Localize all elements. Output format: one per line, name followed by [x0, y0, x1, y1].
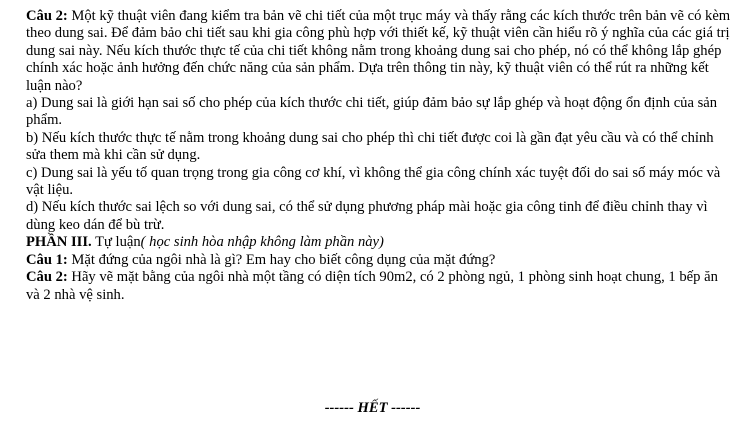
essay-question-2 — [26, 269, 735, 304]
option-b: b) Nếu kích thước thực tế nằm trong khoảng dung sai cho phép thì chi tiết được coi là gần đạt yêu cầu và có thể chỉnh sửa them mà khi cần sử dụng. — [26, 129, 714, 164]
question-2-text: Một kỹ thuật viên đang kiểm tra bản vẽ chi tiết của một trục máy và thấy rằng các kích thước trên bản vẽ có kèm theo dung sai. Để đảm bảo chi tiết sau khi gia công phù hợp với thiết kế, kỹ thuật viên cần hiểu rõ ý nghĩa của các giá trị dung sai này. Nếu kích thước thực tế của chi tiết không nằm trong khoảng dung sai cho phép, nó có thể không lắp ghép chính xác hoặc ảnh hưởng đến chức năng của sản phẩm. Dựa trên thông tin này, kỹ thuật viên có thể rút ra những kết luận nào? — [26, 8, 731, 94]
question-2-label: Câu 2: — [26, 8, 68, 24]
part-3-heading — [26, 234, 735, 251]
essay-question-2-text: Hãy vẽ mặt bằng của ngôi nhà một tầng có diện tích 90m2, có 2 phòng ngủ, 1 phòng sinh hoạt chung, 1 bếp ăn và 2 nhà vệ sinh. — [26, 269, 718, 303]
part-3-label: PHẦN III. — [26, 234, 92, 251]
part-3-title: Tự luận — [91, 234, 141, 251]
option-c: c) Dung sai là yếu tố quan trọng trong gia công cơ khí, vì không thể gia công chính xác tuyệt đối do sai số máy móc và vật liệu. — [26, 164, 721, 199]
part-3-note: ( học sinh hòa nhập không làm phần này) — [140, 234, 384, 251]
essay-question-1-label: Câu 1: — [26, 251, 68, 268]
essay-question-1-text: Mặt đứng của ngôi nhà là gì? Em hay cho biết công dụng của mặt đứng? — [67, 251, 496, 268]
option-a: a) Dung sai là giới hạn sai số cho phép của kích thước chi tiết, giúp đảm bảo sự lắp ghép và hoạt động ổn định của sản phẩm. — [26, 95, 718, 129]
question-2-stem — [26, 8, 735, 95]
option-d: d) Nếu kích thước sai lệch so với dung sai, có thể sử dụng phương pháp mài hoặc gia công tinh để điều chỉnh thay vì dùng keo dán để bù trừ. — [26, 199, 708, 233]
end-marker: ------ HẾT ------ — [324, 400, 421, 416]
essay-question-2-label: Câu 2: — [26, 269, 68, 286]
essay-question-1 — [26, 252, 735, 269]
